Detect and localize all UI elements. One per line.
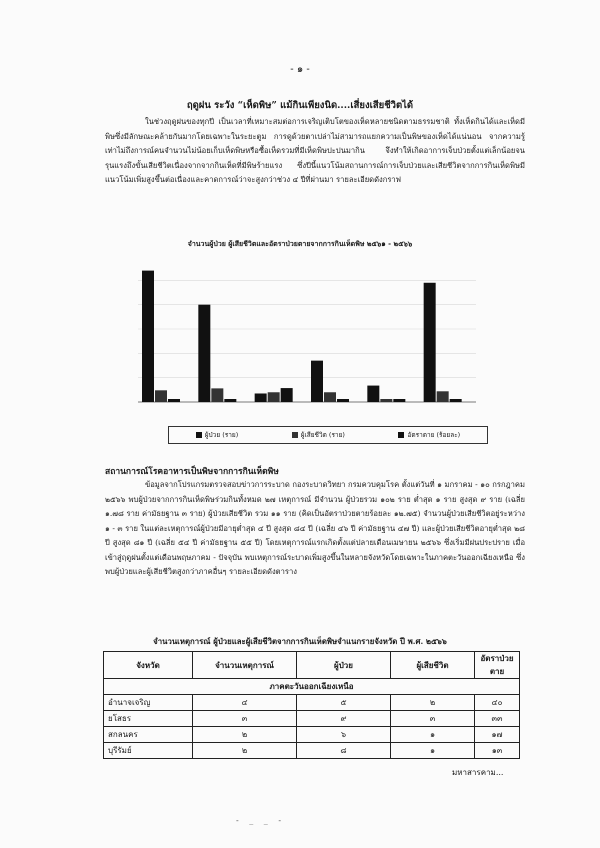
situation-paragraph: [105, 478, 525, 580]
footer-marks: - _ _ -: [236, 816, 286, 825]
bar-series-2: [155, 390, 167, 402]
cell-patients: ๘: [297, 743, 391, 759]
cell-patients: ๕: [297, 695, 391, 711]
bar-series-2: [380, 399, 392, 402]
table-caption: จำนวนเหตุการณ์ ผู้ป่วยและผู้เสียชีวิตจากการกินเห็ดพิษจำแนกรายจังหวัด ปี พ.ศ. ๒๕๖๖: [153, 637, 447, 646]
intro-text: ในช่วงฤดูฝนของทุกปี เป็นเวลาที่เหมาะสมต่อการเจริญเติบโตของเห็ดหลายชนิดตามธรรมชาติ ทั้งเห็ดกินได้และเห็ดมีพิษซึ่งมีลักษณะคล้ายกันมากโดยเฉพาะในระยะตูม การดูด้วยตาเปล่าไม่สามารถแยกความเป็นพิษของเห็ดได้แน่นอน จากความรู้เท่าไม่ถึงการณ์คนจำนวนไม่น้อยเก็บเห็ดพิษหรือซื้อเห็ดรวมที่มีเห็ดพิษปะปนมากิน จึงทำให้เกิดอาการเจ็บป่วยตั้งแต่เล็กน้อยจนรุนแรงถึงขั้นเสียชีวิตเนื่องจากจากกินเห็ดที่มีพิษร้ายแรง ซึ่งปีนี้แนวโน้มสถานการณ์การเจ็บป่วยและเสียชีวิตจากการกินเห็ดพิษมีแนวโน้มเพิ่มสูงขึ้นต่อเนื่องและคาดการณ์ว่าจะสูงกว่าช่วง ๔ ปีที่ผ่านมา รายละเอียดดังกราฟ: [105, 117, 525, 184]
cell-deaths: ๒: [391, 695, 475, 711]
legend-label: ผู้เสียชีวิต (ราย): [300, 431, 345, 439]
bar-series-1: [367, 386, 379, 402]
cell-cfr: ๑๗: [475, 727, 520, 743]
bar-series-2: [324, 392, 336, 402]
legend-label: อัตราตาย (ร้อยละ): [407, 431, 461, 439]
bar-series-3: [393, 399, 405, 402]
document-title: ฤดูฝน ระวัง “เห็ดพิษ” แม้กินเพียงนิด....เสี่ยงเสียชีวิตได้: [186, 100, 414, 111]
province-table: [103, 651, 520, 759]
cell-province: สกลนคร: [104, 727, 193, 743]
cell-province: บุรีรัมย์: [104, 743, 193, 759]
bar-series-1: [198, 305, 210, 402]
column-header: ผู้เสียชีวิต: [391, 652, 475, 679]
cell-province: อำนาจเจริญ: [104, 695, 193, 711]
section-heading: สถานการณ์โรคอาหารเป็นพิษจากการกินเห็ดพิษ: [105, 467, 279, 477]
region-label: ภาคตะวันออกเฉียงเหนือ: [104, 679, 520, 695]
bar-series-1: [311, 361, 323, 402]
cell-events: ๒: [193, 743, 297, 759]
cell-deaths: ๓: [391, 711, 475, 727]
cell-cfr: ๑๓: [475, 743, 520, 759]
bar-series-1: [424, 283, 436, 402]
legend-item-patients: [196, 430, 238, 440]
cell-province: ยโสธร: [104, 711, 193, 727]
table-row: [104, 711, 520, 727]
column-header: ผู้ป่วย: [297, 652, 391, 679]
bar-chart: [104, 250, 484, 420]
bar-series-1: [142, 271, 154, 402]
column-header: จำนวนเหตุการณ์: [193, 652, 297, 679]
cell-events: ๒: [193, 727, 297, 743]
cell-events: ๔: [193, 695, 297, 711]
legend-item-cfr: [398, 430, 460, 440]
bar-series-1: [255, 393, 267, 402]
cell-deaths: ๑: [391, 727, 475, 743]
column-header: จังหวัด: [104, 652, 193, 679]
bar-series-3: [281, 388, 293, 402]
situation-text: ข้อมูลจากโปรแกรมตรวจสอบข่าวการระบาด กองระบาดวิทยา กรมควบคุมโรค ตั้งแต่วันที่ ๑ มกราคม - ๑๐ กรกฎาคม ๒๕๖๖ พบผู้ป่วยจากการกินเห็ดพิษร่วมกินทั้งหมด ๒๗ เหตุการณ์ มีจำนวน ผู้ป่วยรวม ๑๐๒ ราย ต่ำสุด ๑ ราย สูงสุด ๙ ราย (เฉลี่ย ๑.๗๘ ราย ค่ามัธยฐาน ๓ ราย) ผู้ป่วยเสียชีวิต รวม ๑๑ ราย (คิดเป็นอัตราป่วยตายร้อยละ ๑๒.๗๕) จำนวนผู้ป่วยเสียชีวิตอยู่ระหว่าง ๑ - ๓ ราย ในแต่ละเหตุการณ์ผู้ป่วยมีอายุต่ำสุด ๔ ปี สูงสุด ๘๔ ปี (เฉลี่ย ๔๖ ปี ค่ามัธยฐาน ๔๗ ปี) และผู้ป่วยเสียชีวิตอายุต่ำสุด ๒๘ ปี สูงสุด ๘๑ ปี (เฉลี่ย ๕๔ ปี ค่ามัธยฐาน ๕๕ ปี) โดยเหตุการณ์แรกเกิดตั้งแต่ปลายเดือนเมษายน ๒๕๖๖ ซึ่งเริ่มมีฝนประปราย เมื่อเข้าสู่ฤดูฝนตั้งแต่เดือนพฤษภาคม - ปัจจุบัน พบเหตุการณ์ระบาดเพิ่มสูงขึ้นในหลายจังหวัดโดยเฉพาะในภาคตะวันออกเฉียงเหนือ ซึ่งพบผู้ป่วยและผู้เสียชีวิตสูงกว่าภาคอื่นๆ รายละเอียดดังตาราง: [105, 480, 525, 576]
cell-cfr: ๔๐: [475, 695, 520, 711]
bar-series-3: [224, 399, 236, 402]
region-row: [104, 679, 520, 695]
chart-legend: [168, 426, 488, 444]
cell-deaths: ๑: [391, 743, 475, 759]
bar-series-2: [268, 392, 280, 402]
intro-paragraph: [105, 115, 525, 188]
table-row: [104, 727, 520, 743]
bar-series-2: [437, 391, 449, 402]
page-number: - ๑ -: [290, 64, 310, 75]
legend-item-deaths: [292, 430, 345, 440]
table-header-row: [104, 652, 520, 679]
table-row: [104, 695, 520, 711]
bar-series-3: [450, 399, 462, 402]
legend-label: ผู้ป่วย (ราย): [204, 431, 239, 439]
cell-events: ๓: [193, 711, 297, 727]
column-header: อัตราป่วยตาย: [475, 652, 520, 679]
table-row: [104, 743, 520, 759]
legend-swatch: [292, 432, 298, 438]
bar-series-3: [337, 399, 349, 402]
chart-title: จำนวนผู้ป่วย ผู้เสียชีวิตและอัตราป่วยตายจากการกินเห็ดพิษ ๒๕๖๑ - ๒๕๖๖: [187, 239, 413, 248]
continuation-text: มหาสารคาม...: [452, 768, 504, 777]
bar-series-3: [168, 399, 180, 402]
legend-swatch: [196, 432, 202, 438]
cell-cfr: ๓๓: [475, 711, 520, 727]
bar-series-2: [211, 388, 223, 402]
legend-swatch: [398, 432, 404, 438]
cell-patients: ๖: [297, 727, 391, 743]
cell-patients: ๙: [297, 711, 391, 727]
